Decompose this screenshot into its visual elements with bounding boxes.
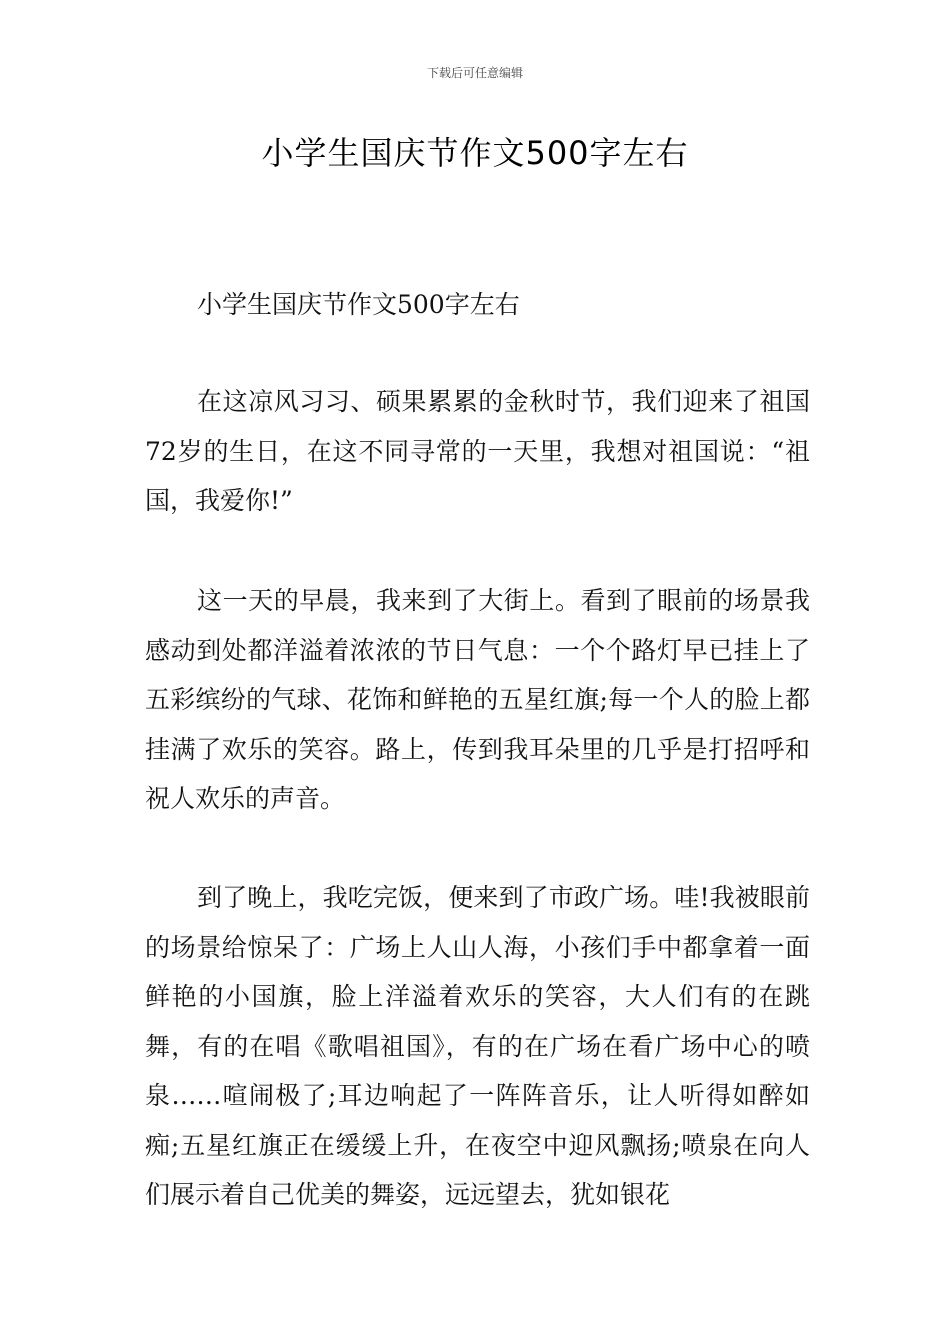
paragraph-1: 在这凉风习习、硕果累累的金秋时节，我们迎来了祖国72岁的生日，在这不同寻常的一天里，我想对祖国说：“祖国，我爱你!” — [145, 387, 810, 515]
download-note: 下载后可任意编辑 — [426, 66, 523, 80]
paragraph-3: 到了晚上，我吃完饭，便来到了市政广场。哇!我被眼前的场景给惊呆了：广场上人山人海，小孩们手中都拿着一面鲜艳的小国旗，脸上洋溢着欢乐的笑容，大人们有的在跳舞，有的在唱《歌唱祖国》，有的在广场在看广场中心的喷泉……喧闹极了;耳边响起了一阵阵音乐，让人听得如醉如痴;五星红旗正在缓缓上升，在夜空中迎风飘扬;喷泉在向人们展示着自己优美的舞姿，远远望去，犹如银花 — [145, 883, 810, 1209]
document-subtitle: 小学生国庆节作文500字左右 — [197, 290, 520, 319]
paragraph-2: 这一天的早晨，我来到了大街上。看到了眼前的场景我感动到处都洋溢着浓浓的节日气息：一个个路灯早已挂上了五彩缤纷的气球、花饰和鲜艳的五星红旗;每一个人的脸上都挂满了欢乐的笑容。路上，传到我耳朵里的几乎是打招呼和祝人欢乐的声音。 — [145, 586, 810, 813]
document-title: 小学生国庆节作文500字左右 — [261, 134, 689, 172]
